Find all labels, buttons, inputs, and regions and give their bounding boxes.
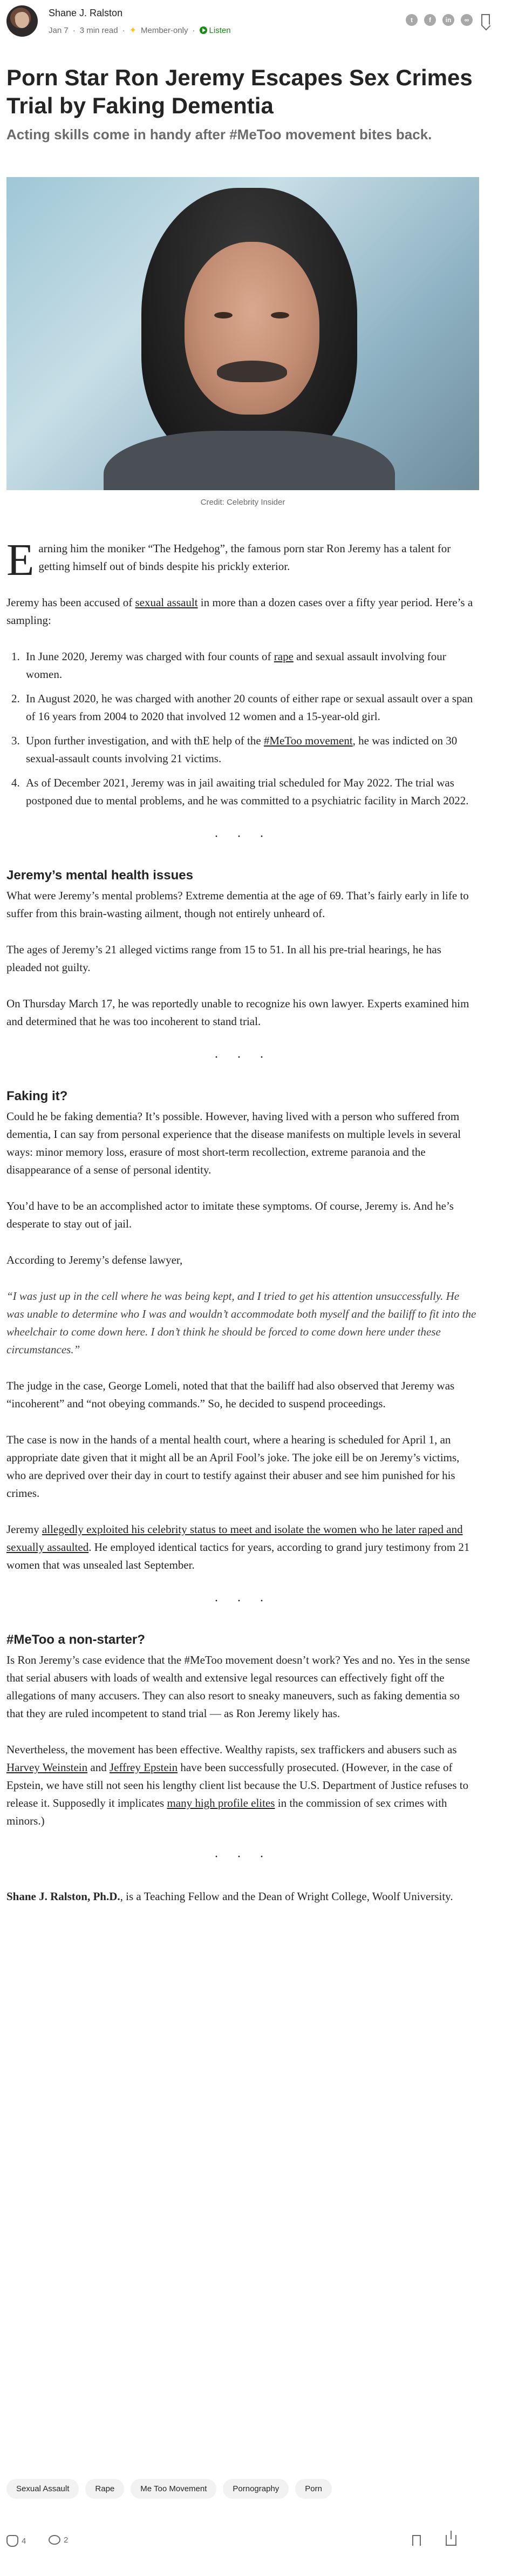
responses-button[interactable] — [49, 2535, 68, 2545]
facebook-icon[interactable]: f — [424, 14, 436, 26]
share-icon[interactable] — [446, 2535, 456, 2546]
article-title: Porn Star Ron Jeremy Escapes Sex Crimes Trial by Faking Dementia — [6, 65, 473, 118]
tag[interactable]: Porn — [295, 2479, 332, 2499]
section-heading: #MeToo a non-starter? — [6, 1632, 145, 1647]
paragraph: According to Jeremy’s defense lawyer, — [6, 1253, 183, 1266]
star-icon: ✦ — [129, 26, 137, 35]
link-metoo-movement[interactable]: #MeToo movement — [263, 734, 353, 747]
paragraph: Nevertheless, the movement has been effective. Wealthy rapists, sex traffickers and abusers such as Harvey Weinstein and Jeffrey Epstein have been successfully prosecuted. (However, in the case of Epstein, we have still not seen his lengthy client list because the U.S. Department of Justice refuses to release it. Supposedly it implicates many high profile elites in the commission of sex crimes with minors.) — [6, 1743, 469, 1827]
list-item: 4. As of December 2021, Jeremy was in jail awaiting trial scheduled for May 2022. The trial was postponed due to mental problems, and he was committed to a psychiatric facility in March 2022. — [23, 774, 479, 810]
bookmark-icon[interactable] — [481, 14, 490, 26]
tag[interactable]: Me Too Movement — [131, 2479, 216, 2499]
link-jeffrey-epstein[interactable]: Jeffrey Epstein — [109, 1761, 178, 1774]
list-item: 1. In June 2020, Jeremy was charged with four counts of rape and sexual assault involving four women. — [23, 648, 479, 683]
share-icons — [406, 14, 473, 26]
tag[interactable]: Sexual Assault — [6, 2479, 79, 2499]
article-subtitle: Acting skills come in handy after #MeToo movement bites back. — [6, 126, 432, 143]
intro-paragraph: Earning him the moniker “The Hedgehog”, the famous porn star Ron Jeremy has a talent for getting himself out of binds despite his prickly exterior. — [6, 535, 451, 585]
paragraph: What were Jeremy’s mental problems? Extreme dementia at the age of 69. That’s fairly early in life to suffer from this brain-wasting ailment, though not entirely unheard of. — [6, 889, 469, 920]
comment-icon — [49, 2535, 60, 2545]
paragraph: The judge in the case, George Lomeli, noted that that the bailiff had also observed that Jeremy was “incoherent” and “not obeying commands.” So, he decided to suspend proceedings. — [6, 1379, 455, 1410]
section-separator: · · · — [214, 830, 271, 844]
clap-count: 4 — [22, 2536, 26, 2546]
link-harvey-weinstein[interactable]: Harvey Weinstein — [6, 1761, 88, 1774]
clap-button[interactable] — [6, 2535, 26, 2547]
play-icon — [200, 26, 207, 34]
link-sexual-assault[interactable]: sexual assault — [135, 596, 198, 609]
paragraph: Jeremy has been accused of sexual assault in more than a dozen cases over a fifty year period. Here’s a sampling: — [6, 596, 473, 627]
member-only-label: Member-only — [140, 25, 188, 35]
publish-date: Jan 7 — [49, 25, 69, 35]
linkedin-icon[interactable]: in — [442, 14, 454, 26]
link-icon[interactable]: ∞ — [461, 14, 473, 26]
author-name[interactable]: Shane J. Ralston — [49, 8, 123, 18]
paragraph: You’d have to be an accomplished actor to imitate these symptoms. Of course, Jeremy is. And he’s desperate to stay out of jail. — [6, 1199, 454, 1230]
section-separator: · · · — [214, 1594, 271, 1608]
listen-button[interactable] — [200, 26, 231, 35]
link-celebrity-status[interactable]: allegedly exploited his celebrity status to meet and isolate the women who he later raped and sexually assaulted — [6, 1523, 463, 1554]
paragraph: Jeremy allegedly exploited his celebrity status to meet and isolate the women who he later raped and sexually assaulted. He employed identical tactics for years, according to grand jury testimony from 21 women that was unsealed last September. — [6, 1523, 470, 1571]
article-body — [6, 535, 479, 1924]
paragraph: The ages of Jeremy’s 21 alleged victims range from 15 to 51. In all his pre-trial hearings, he has pleaded not guilty. — [6, 943, 441, 974]
author-bio: Shane J. Ralston, Ph.D., is a Teaching Fellow and the Dean of Wright College, Woolf University. — [6, 1890, 453, 1903]
dropcap: E — [6, 535, 35, 585]
tag[interactable]: Rape — [85, 2479, 124, 2499]
twitter-icon[interactable]: t — [406, 14, 418, 26]
section-separator: · · · — [214, 1050, 271, 1065]
paragraph: On Thursday March 17, he was reportedly unable to recognize his own lawyer. Experts examined him and determined that he was too incoherent to stand trial. — [6, 997, 469, 1028]
list-item: 3. Upon further investigation, and with thE help of the #MeToo movement, he was indicted on 30 sexual-assault counts involving 21 victims. — [23, 732, 479, 768]
hero-image — [6, 177, 479, 490]
paragraph: The case is now in the hands of a mental health court, where a hearing is scheduled for April 1, an appropriate date given that it might all be an April Fool’s joke. The joke eill be on Jeremy’s victims, who are deprived over their day in court to testify against their abuser and see him punished for his crimes. — [6, 1433, 460, 1500]
read-time: 3 min read — [79, 25, 118, 35]
link-rape[interactable]: rape — [274, 650, 294, 663]
section-separator: · · · — [214, 1850, 271, 1864]
clap-icon — [6, 2535, 18, 2547]
paragraph: Could he be faking dementia? It’s possible. However, having lived with a person who suffered from dementia, I can say from personal experience that the disease manifests on multiple levels in several ways: minor memory loss, erasure of most short-term recollection, extreme paranoia and the disappearance of a sense of personal identity. — [6, 1110, 461, 1176]
tag[interactable]: Pornography — [223, 2479, 289, 2499]
article-meta: Jan 7 · 3 min read · ✦ Member-only · Listen — [49, 25, 231, 35]
tag-list — [6, 2479, 332, 2499]
listen-label: Listen — [209, 25, 231, 35]
image-caption: Credit: Celebrity Insider — [200, 498, 285, 507]
section-heading: Faking it? — [6, 1089, 68, 1103]
block-quote: “I was just up in the cell where he was being kept, and I tried to get his attention unsuccessfully. He was unable to determine who I was and wouldn’t accommodate both myself and the bailiff to fit into the wheelchair to come down here. I don’t think he should be forced to come down here under these circumstances.” — [6, 1290, 476, 1356]
article-footer — [6, 2532, 479, 2553]
response-count: 2 — [64, 2535, 69, 2545]
link-high-profile-elites[interactable]: many high profile elites — [167, 1797, 275, 1809]
section-heading: Jeremy’s mental health issues — [6, 868, 193, 883]
bookmark-icon[interactable] — [412, 2535, 421, 2546]
list-item: 2. In August 2020, he was charged with another 20 counts of either rape or sexual assault over a span of 16 years from 2004 to 2020 that involved 12 women and a 15-year-old girl. — [23, 690, 479, 726]
paragraph: Is Ron Jeremy’s case evidence that the #MeToo movement doesn’t work? Yes and no. Yes in the sense that serial abusers with loads of wealth and extensive legal resources can effectively fight off the allegations of many accusers. They can also resort to sneaky maneuvers, such as faking dementia so that they are ruled incompetent to stand trial — as Ron Jeremy likely has. — [6, 1653, 470, 1720]
charges-list — [23, 648, 479, 810]
avatar[interactable] — [6, 5, 38, 37]
author-row — [0, 0, 532, 43]
